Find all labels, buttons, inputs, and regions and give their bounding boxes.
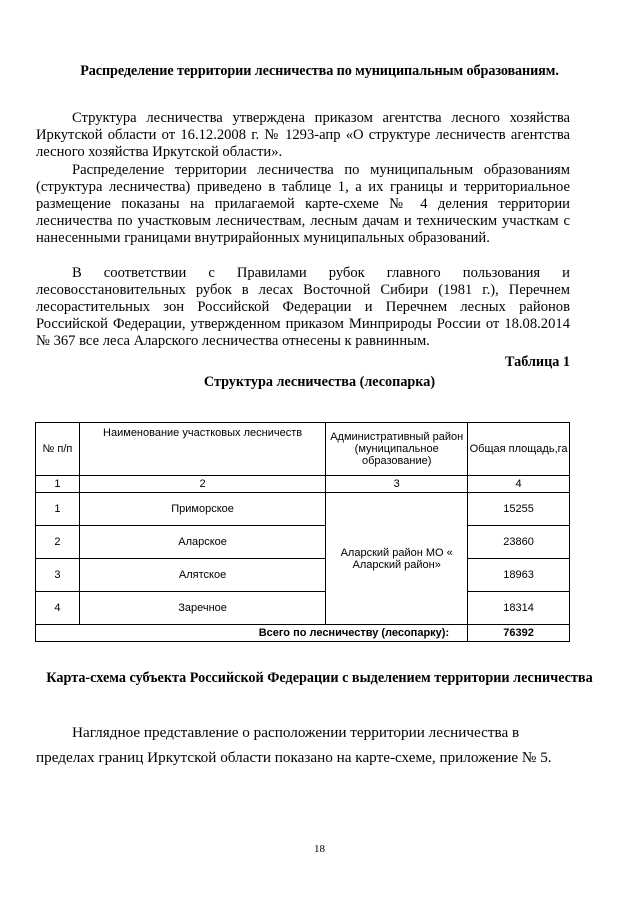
page-number: 18 xyxy=(314,843,325,855)
row-area: 23860 xyxy=(468,526,570,559)
paragraph-rules xyxy=(36,265,570,350)
map-section-title: Карта-схема субъекта Российской Федерации с выделением территории лесничества xyxy=(46,670,593,686)
row-name: Приморское xyxy=(79,493,325,526)
row-name: Аларское xyxy=(79,526,325,559)
table-column-numbers-row xyxy=(36,476,570,493)
table-label: Таблица 1 xyxy=(505,354,570,370)
column-number: 3 xyxy=(326,476,468,493)
table-title: Структура лесничества (лесопарка) xyxy=(203,374,436,390)
table-row xyxy=(36,493,570,526)
row-num: 4 xyxy=(36,592,80,625)
table-row xyxy=(36,592,570,625)
header-name: Наименование участковых лесничеств xyxy=(79,423,325,476)
forestry-structure-table xyxy=(35,422,570,642)
paragraph-text: Распределение территории лесничества по муниципальным образованиям (структура лесничества) приведено в таблице 1, а их границы и территориальное размещение показаны на прилагаемой карте-схеме № 4 деления территории лесничества по участковым лесничествам, лесным дачам и техническим участкам с нанесенными границами внутрирайонных муниципальных образований. xyxy=(36,162,570,247)
header-area: Общая площадь,га xyxy=(468,423,570,476)
row-num: 3 xyxy=(36,559,80,592)
paragraph-text: Наглядное представление о расположении территории лесничества в пределах границ Иркутской области показано на карте-схеме, приложение № 5. xyxy=(36,724,552,766)
row-area: 18963 xyxy=(468,559,570,592)
paragraph-distribution xyxy=(36,162,570,247)
table-row xyxy=(36,526,570,559)
total-value: 76392 xyxy=(468,625,570,642)
column-number: 2 xyxy=(79,476,325,493)
table-total-row xyxy=(36,625,570,642)
table-header-row xyxy=(36,423,570,476)
row-name: Алятское xyxy=(79,559,325,592)
paragraph-text: Структура лесничества утверждена приказом агентства лесного хозяйства Иркутской области от 16.12.2008 г. № 1293-апр «О структуре лесничеств агентства лесного хозяйства Иркутской области». xyxy=(36,110,570,161)
row-num: 1 xyxy=(36,493,80,526)
paragraph-structure xyxy=(36,110,570,161)
column-number: 1 xyxy=(36,476,80,493)
column-number: 4 xyxy=(468,476,570,493)
row-name: Заречное xyxy=(79,592,325,625)
section-title: Распределение территории лесничества по муниципальным образованиям. xyxy=(80,63,559,79)
row-district: Аларский район МО « Аларский район» xyxy=(326,493,468,625)
paragraph-text: В соответствии с Правилами рубок главного пользования и лесовосстановительных рубок в лесах Восточной Сибири (1981 г.), Перечнем лесорастительных зон Российской Федерации и Перечнем лесных районов Российской Федерации, утвержденном приказом Минприроды России от 18.08.2014 № 367 все леса Аларского лесничества отнесены к равнинным. xyxy=(36,265,570,350)
row-area: 15255 xyxy=(468,493,570,526)
row-num: 2 xyxy=(36,526,80,559)
row-area: 18314 xyxy=(468,592,570,625)
map-paragraph xyxy=(36,720,576,770)
header-num: № п/п xyxy=(36,423,80,476)
table-row xyxy=(36,559,570,592)
header-district: Административный район (муниципальное образование) xyxy=(326,423,468,476)
total-label: Всего по лесничеству (лесопарку): xyxy=(36,625,468,642)
